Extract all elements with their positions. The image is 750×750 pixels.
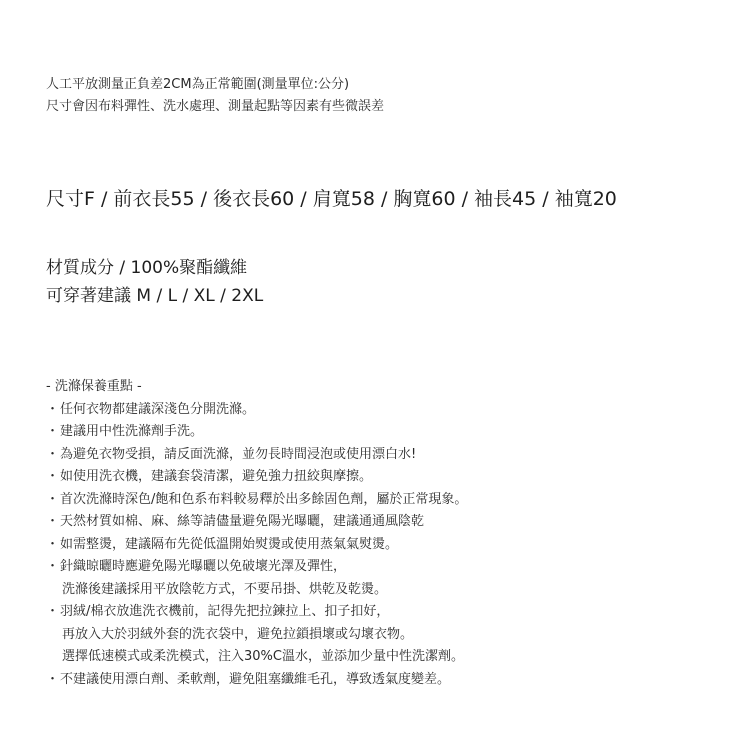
care-item-text: 如需整燙，建議隔布先從低溫開始熨燙或使用蒸氣氣熨燙。 — [60, 536, 399, 552]
care-item-text: 不建議使用漂白劑、柔軟劑，避免阻塞纖維毛孔，導致透氣度變差。 — [60, 671, 451, 687]
care-item-text: 針織晾曬時應避免陽光曝曬以免破壞光澤及彈性， — [60, 559, 347, 574]
measurement-note-line-2: 尺寸會因布料彈性、洗水處理、測量起點等因素有些微誤差 — [46, 99, 385, 114]
material-section — [46, 254, 263, 310]
bullet-icon: ・ — [46, 536, 60, 552]
care-item-text: 首次洗滌時深色/飽和色系布料較易釋於出多餘固色劑，屬於正常現象。 — [60, 491, 468, 507]
care-item — [46, 421, 467, 444]
care-item-continuation: 洗滌後建議採用平放陰乾方式，不要吊掛、烘乾及乾燙。 — [62, 581, 388, 597]
care-item — [46, 444, 467, 467]
bullet-icon: ・ — [46, 401, 60, 417]
care-item — [46, 601, 467, 624]
measurement-note-line-1: 人工平放測量正負差2CM為正常範圍(測量單位:公分) — [46, 77, 350, 92]
bullet-icon: ・ — [46, 469, 60, 484]
bullet-icon: ・ — [46, 514, 60, 529]
bullet-icon: ・ — [46, 424, 60, 439]
bullet-icon: ・ — [46, 604, 60, 619]
care-item — [46, 511, 467, 534]
care-title: - 洗滌保養重點 - — [46, 379, 142, 394]
measurement-note — [46, 74, 384, 118]
care-item-text: 建議用中性洗滌劑手洗。 — [60, 424, 204, 439]
care-item — [46, 399, 467, 422]
care-instructions — [46, 376, 467, 691]
care-item — [46, 489, 467, 512]
care-item-continuation: 再放入大於羽絨外套的洗衣袋中，避免拉鎖損壞或勾壞衣物。 — [62, 626, 414, 642]
care-item-text: 天然材質如棉、麻、絲等請儘量避免陽光曝曬，建議通通風陰乾 — [60, 514, 425, 529]
care-item — [46, 669, 467, 692]
care-item — [46, 534, 467, 557]
care-item-text: 為避免衣物受損，請反面洗滌，並勿長時間浸泡或使用漂白水! — [60, 446, 417, 462]
care-item-continuation: 選擇低速模式或柔洗模式，注入30%C溫水，並添加少量中性洗潔劑。 — [62, 649, 464, 664]
care-item — [46, 466, 467, 489]
care-item — [46, 556, 467, 579]
care-item-text: 如使用洗衣機，建議套袋清潔，避免強力扭絞與摩擦。 — [60, 469, 373, 484]
care-item-text: 任何衣物都建議深淺色分開洗滌。 — [60, 401, 256, 417]
bullet-icon: ・ — [46, 446, 60, 462]
recommended-sizes: 可穿著建議 M / L / XL / 2XL — [46, 286, 264, 306]
care-item-text: 羽絨/棉衣放進洗衣機前，記得先把拉鍊拉上、扣子扣好， — [60, 604, 390, 619]
bullet-icon: ・ — [46, 671, 60, 687]
size-spec-line: 尺寸F / 前衣長55 / 後衣長60 / 肩寬58 / 胸寬60 / 袖長45 / 袖寬20 — [46, 188, 617, 210]
material-composition: 材質成分 / 100%聚酯纖維 — [46, 258, 248, 278]
bullet-icon: ・ — [46, 559, 60, 574]
bullet-icon: ・ — [46, 491, 60, 507]
